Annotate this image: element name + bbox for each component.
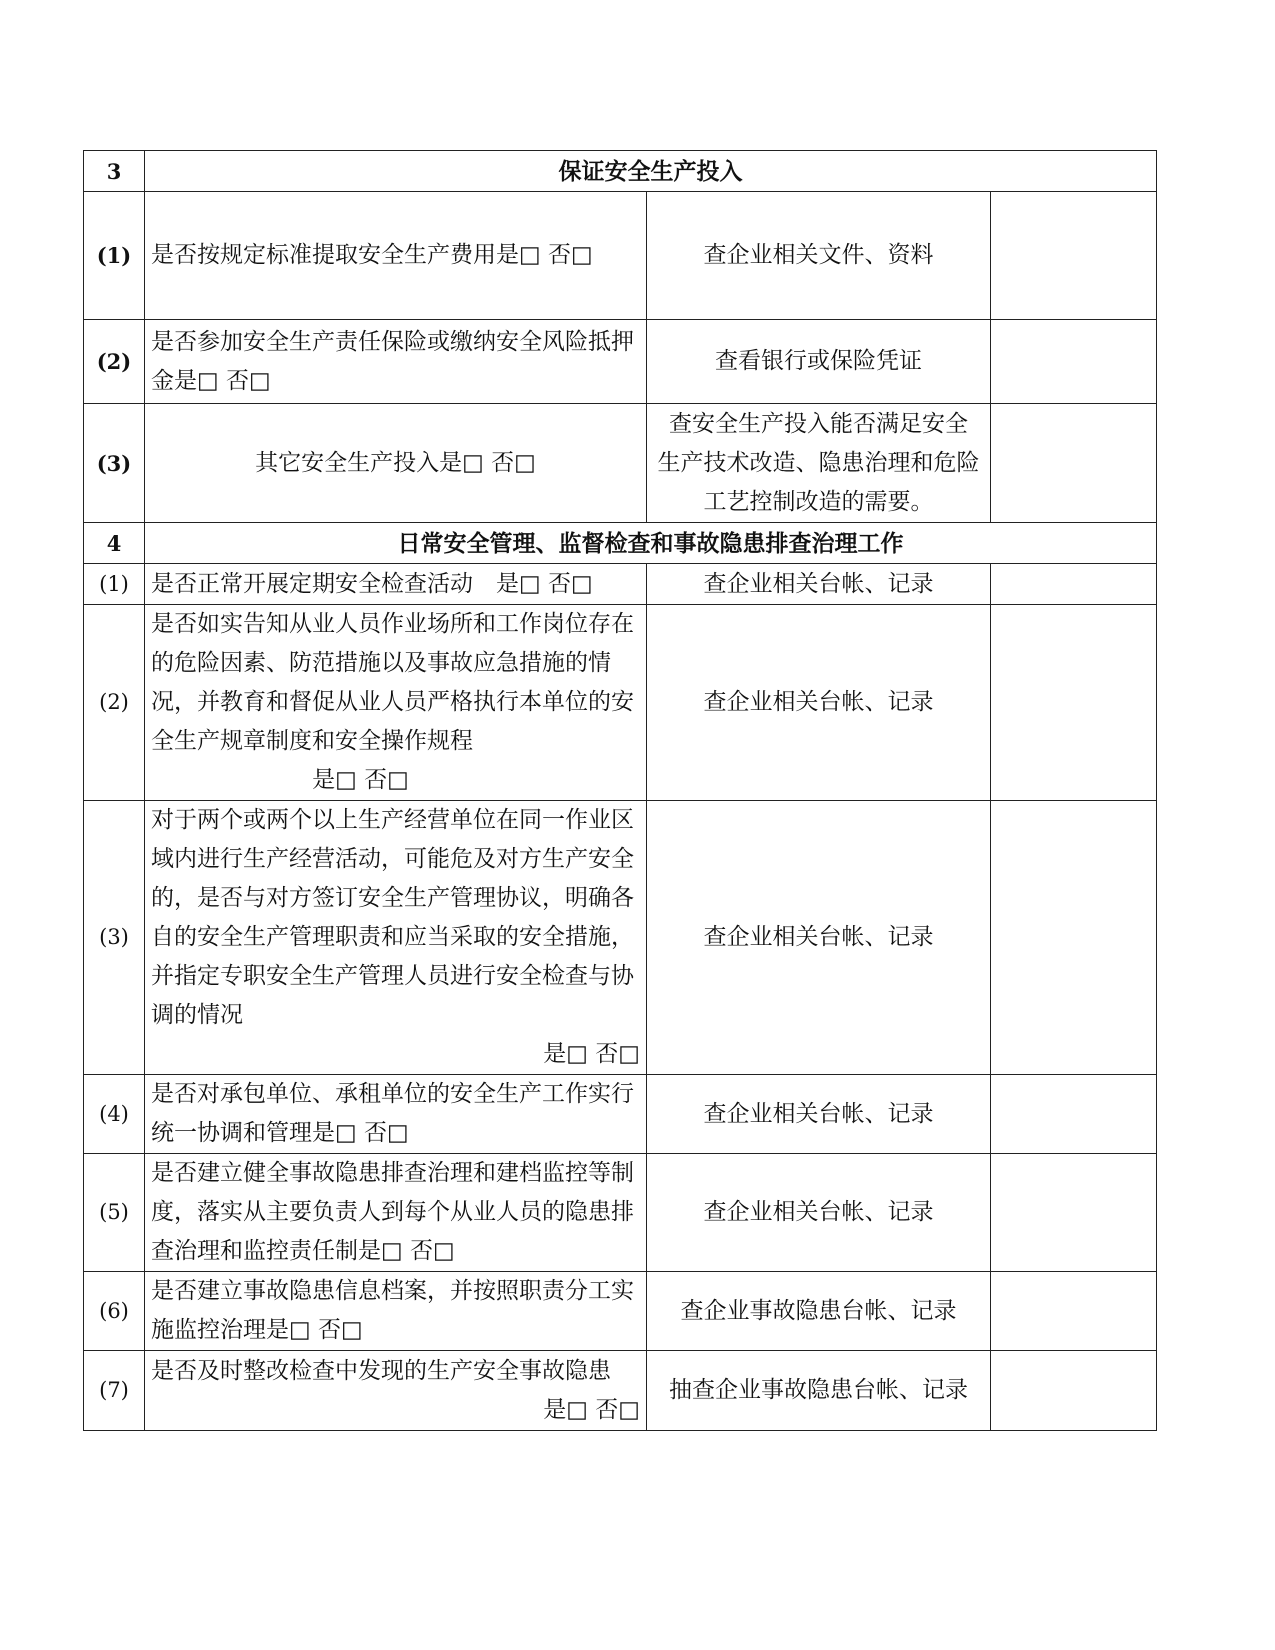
result-cell[interactable] [991, 320, 1157, 404]
row-number: (3) [84, 404, 145, 523]
row-number: (7) [84, 1351, 145, 1431]
check-method-line: 查安全生产投入能否满足安全 [669, 410, 968, 437]
result-cell[interactable] [991, 404, 1157, 523]
row-number: (4) [84, 1075, 145, 1154]
check-item-text: 对于两个或两个以上生产经营单位在同一作业区域内进行生产经营活动，可能危及对方生产安全的，是否与对方签订安全生产管理协议，明确各自的安全生产管理职责和应当采取的安全措施，并指定专职安全生产管理人员进行安全检查与协调的情况 [151, 807, 634, 1028]
yes-no-options[interactable]: 是□ 否□ [312, 767, 409, 793]
table-row [84, 1075, 1157, 1154]
result-cell[interactable] [991, 564, 1157, 605]
check-method: 查企业相关台帐、记录 [647, 1075, 991, 1154]
table-row [84, 1351, 1157, 1431]
row-number: (6) [84, 1272, 145, 1351]
result-cell[interactable] [991, 1075, 1157, 1154]
table-row [84, 404, 1157, 523]
result-cell[interactable] [991, 192, 1157, 320]
check-item [145, 801, 647, 1075]
check-item: 是否建立健全事故隐患排查治理和建档监控等制度，落实从主要负责人到每个从业人员的隐患排查治理和监控责任制是□ 否□ [145, 1154, 647, 1272]
table-row [84, 320, 1157, 404]
row-number: (1) [84, 192, 145, 320]
section-number: 3 [84, 151, 145, 192]
table-row [84, 801, 1157, 1075]
section-header-row [84, 151, 1157, 192]
table-row [84, 192, 1157, 320]
check-method: 查企业事故隐患台帐、记录 [647, 1272, 991, 1351]
inspection-checklist-table [83, 150, 1157, 1431]
check-method-line: 生产技术改造、隐患治理和危险 [657, 449, 980, 476]
result-cell[interactable] [991, 1272, 1157, 1351]
check-method: 查企业相关台帐、记录 [647, 1154, 991, 1272]
check-item [145, 1351, 647, 1431]
row-number: (2) [84, 320, 145, 404]
table-row [84, 564, 1157, 605]
section-title: 日常安全管理、监督检查和事故隐患排查治理工作 [145, 523, 1157, 564]
check-item: 是否正常开展定期安全检查活动 是□ 否□ [145, 564, 647, 605]
check-item-text: 是否如实告知从业人员作业场所和工作岗位存在的危险因素、防范措施以及事故应急措施的情况，并教育和督促从业人员严格执行本单位的安全生产规章制度和安全操作规程 [151, 611, 634, 754]
section-title: 保证安全生产投入 [145, 151, 1157, 192]
check-item [145, 605, 647, 801]
result-cell[interactable] [991, 605, 1157, 801]
check-method: 查看银行或保险凭证 [647, 320, 991, 404]
check-method: 抽查企业事故隐患台帐、记录 [647, 1351, 991, 1431]
check-method [647, 404, 991, 523]
result-cell[interactable] [991, 1154, 1157, 1272]
row-number: (1) [84, 564, 145, 605]
table-row [84, 605, 1157, 801]
section-header-row [84, 523, 1157, 564]
check-item-text: 是否及时整改检查中发现的生产安全事故隐患 [151, 1357, 611, 1384]
check-method: 查企业相关台帐、记录 [647, 564, 991, 605]
check-item: 是否按规定标准提取安全生产费用是□ 否□ [145, 192, 647, 320]
result-cell[interactable] [991, 1351, 1157, 1431]
check-item: 是否对承包单位、承租单位的安全生产工作实行统一协调和管理是□ 否□ [145, 1075, 647, 1154]
table-row [84, 1154, 1157, 1272]
check-item: 是否参加安全生产责任保险或缴纳安全风险抵押金是□ 否□ [145, 320, 647, 404]
yes-no-options[interactable]: 是□ 否□ [543, 1396, 640, 1423]
row-number: (3) [84, 801, 145, 1075]
check-method-line: 工艺控制改造的需要。 [703, 488, 934, 515]
check-method: 查企业相关台帐、记录 [647, 605, 991, 801]
row-number: (2) [84, 605, 145, 801]
row-number: (5) [84, 1154, 145, 1272]
result-cell[interactable] [991, 801, 1157, 1075]
check-item: 是否建立事故隐患信息档案，并按照职责分工实施监控治理是□ 否□ [145, 1272, 647, 1351]
table-row [84, 1272, 1157, 1351]
check-item: 其它安全生产投入是□ 否□ [145, 404, 647, 523]
section-number: 4 [84, 523, 145, 564]
yes-no-options[interactable]: 是□ 否□ [543, 1041, 640, 1067]
check-method: 查企业相关文件、资料 [647, 192, 991, 320]
check-method: 查企业相关台帐、记录 [647, 801, 991, 1075]
